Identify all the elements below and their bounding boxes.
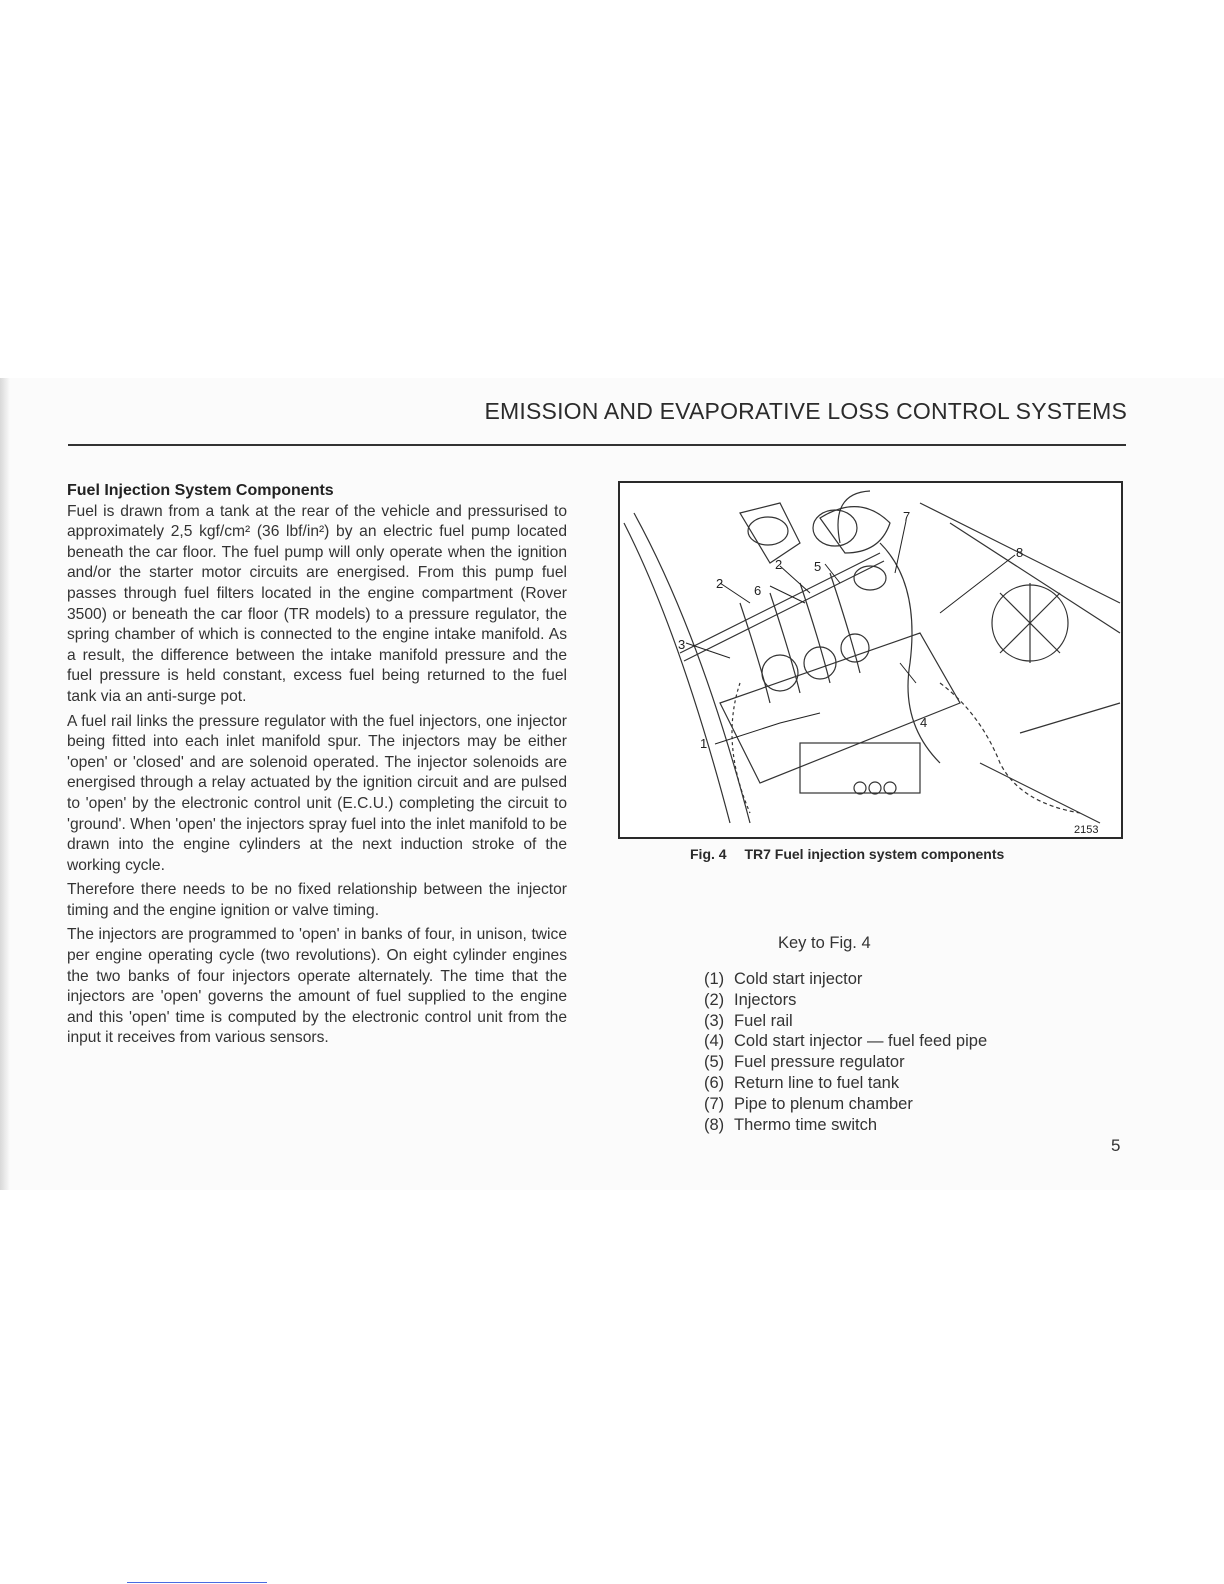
oil-cap xyxy=(854,566,886,590)
fuel-rail-line xyxy=(684,561,884,661)
page-header-title: EMISSION AND EVAPORATIVE LOSS CONTROL SYSTEMS xyxy=(484,398,1127,424)
key-title: Key to Fig. 4 xyxy=(778,934,871,952)
footer-link-underline[interactable] xyxy=(127,1582,267,1583)
figure-caption-text: TR7 Fuel injection system components xyxy=(744,846,1005,862)
throttle-body xyxy=(804,647,836,679)
page-edge-shadow xyxy=(0,378,10,1190)
callout-6: 6 xyxy=(754,583,762,598)
callout-3: 3 xyxy=(678,637,686,652)
engine-block xyxy=(720,633,960,783)
throttle-body xyxy=(841,634,869,662)
page-number: 5 xyxy=(1111,1136,1121,1155)
callout-7: 7 xyxy=(903,509,911,524)
figure-callouts xyxy=(678,509,1098,836)
callout-2: 2 xyxy=(716,576,724,591)
callout-5: 5 xyxy=(814,559,822,574)
paragraph: Therefore there needs to be no fixed relationship between the injector timing and the engine ignition or valve timing. xyxy=(67,881,567,919)
figure-caption xyxy=(690,846,1004,862)
key-item: (1) Cold start injector xyxy=(704,970,863,988)
paragraph: A fuel rail links the pressure regulator with the fuel injectors, one injector being fitted into each inlet manifold spur. The injectors may be either 'open' or 'closed' and are solenoid operated. The injector solenoids are energised through a relay actuated by the ignition circuit and are pulsed to 'open' by the electronic control unit (E.C.U.) completing the circuit to 'ground'. When 'open' the injectors spray fuel into the inlet manifold to be drawn into the engine cylinders at the next induction stroke of the working cycle. xyxy=(67,712,567,874)
fender-line xyxy=(634,513,750,823)
throttle-body xyxy=(762,655,798,691)
key-item: (8) Thermo time switch xyxy=(704,1115,878,1134)
key-item: (4) Cold start injector — fuel feed pipe xyxy=(704,1032,988,1051)
body-text-column xyxy=(67,481,567,1053)
plenum-cover xyxy=(740,503,800,563)
callout-1: 1 xyxy=(700,736,708,751)
drawing-id: 2153 xyxy=(1074,824,1099,836)
figure-number: Fig. 4 xyxy=(690,846,727,862)
engine-illustration xyxy=(620,483,1121,837)
key-item: (6) Return line to fuel tank xyxy=(704,1073,900,1092)
key-item: (3) Fuel rail xyxy=(704,1011,793,1030)
paragraph: The injectors are programmed to 'open' in banks of four, in unison, twice per engine operating cycle (two revolutions). On eight cylinder engines the two banks of four injectors operate alternately. The time that the injectors are 'open' governs the amount of fuel supplied to the engine and this 'open' time is computed by the electronic control unit from the input it receives from various sensors. xyxy=(67,926,567,1047)
engine-figure xyxy=(618,481,1123,839)
header-divider xyxy=(68,444,1126,446)
filler-cap xyxy=(748,517,788,545)
callout-4: 4 xyxy=(920,715,928,730)
key-item: (2) Injectors xyxy=(704,990,797,1009)
reservoir-cap xyxy=(813,510,857,546)
key-item: (7) Pipe to plenum chamber xyxy=(704,1094,913,1113)
section-title: Fuel Injection System Components xyxy=(67,482,334,499)
callout-8: 8 xyxy=(1016,545,1024,560)
fender-line xyxy=(624,523,730,823)
key-list xyxy=(704,969,987,1135)
plenum-pipe xyxy=(838,491,870,543)
callout-2: 2 xyxy=(775,557,783,572)
key-item: (5) Fuel pressure regulator xyxy=(704,1053,905,1072)
paragraph: Fuel is drawn from a tank at the rear of the vehicle and pressurised to approximately 2,5 kgf/cm² (36 lbf/in²) by an electric fuel pump located beneath the car floor. The fuel pump will only operate when the ignition and/or the starter motor circuits are energised. From this pump fuel passes through fuel filters located in the engine compartment (Rover 3500) or beneath the car floor (TR models) to a pressure regulator, the spring chamber of which is connected to the engine intake manifold. As a result, the difference between the intake manifold pressure and the fuel pressure is held constant, excess fuel being returned to the fuel tank via an anti-surge pot. xyxy=(67,502,567,705)
battery xyxy=(800,743,920,793)
